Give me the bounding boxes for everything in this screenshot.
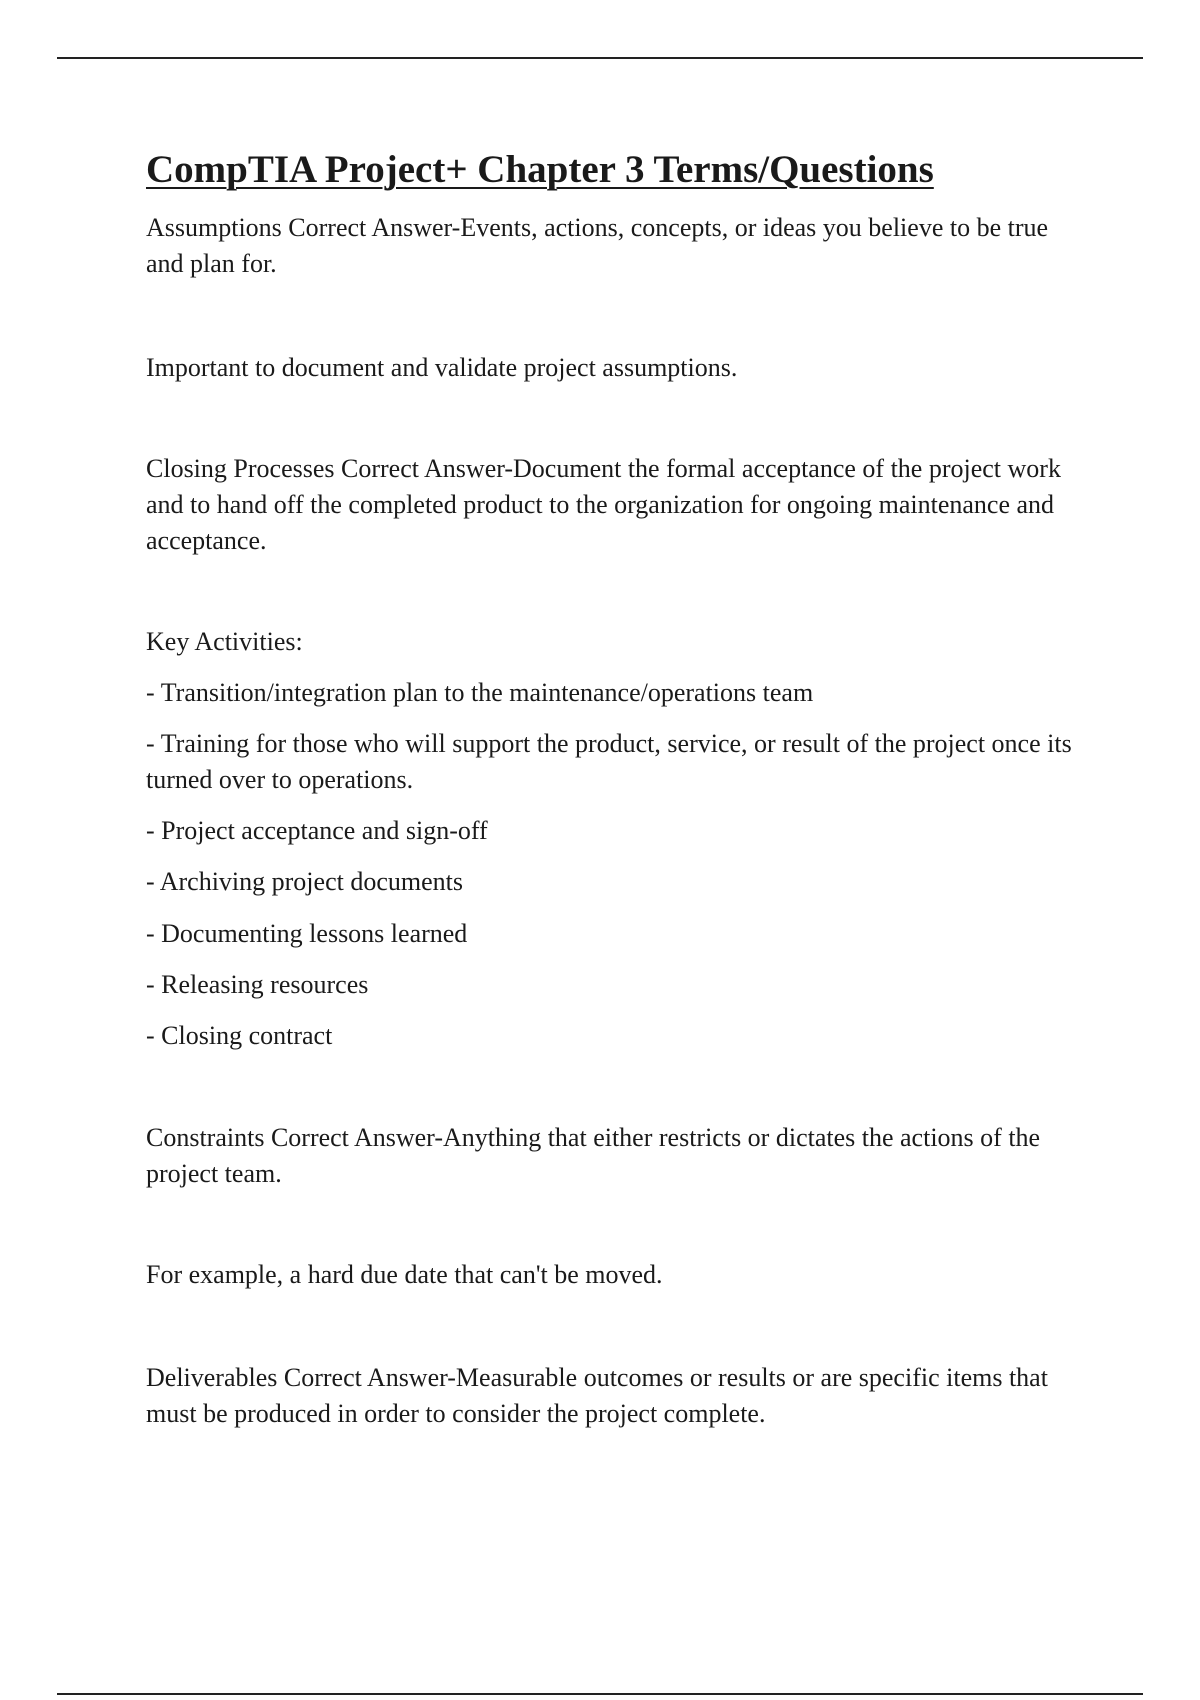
constraints-definition: Constraints Correct Answer-Anything that either restricts or dictates the actions of the project team. <box>146 1123 1041 1188</box>
assumptions-definition: Assumptions Correct Answer-Events, actions, concepts, or ideas you believe to be true and plan for. <box>146 213 1049 278</box>
header-rule <box>57 57 1143 59</box>
key-activity-item: - Training for those who will support the product, service, or result of the project once its turned over to operations. <box>146 729 1072 794</box>
key-activity-item: - Transition/integration plan to the maintenance/operations team <box>146 678 814 707</box>
assumptions-note: Important to document and validate project assumptions. <box>146 353 738 382</box>
key-activity-item: - Closing contract <box>146 1021 333 1050</box>
page-title: CompTIA Project+ Chapter 3 Terms/Questions <box>146 148 934 191</box>
closing-processes-definition: Closing Processes Correct Answer-Document the formal acceptance of the project work and to hand off the completed product to the organization for ongoing maintenance and acceptance. <box>146 454 1061 555</box>
key-activity-item: - Archiving project documents <box>146 867 463 896</box>
key-activity-item: - Project acceptance and sign-off <box>146 816 488 845</box>
deliverables-definition: Deliverables Correct Answer-Measurable outcomes or results or are specific items that must be produced in order to consider the project complete. <box>146 1363 1048 1428</box>
key-activities-heading: Key Activities: <box>146 627 303 656</box>
footer-rule <box>57 1693 1143 1695</box>
key-activity-item: - Releasing resources <box>146 970 369 999</box>
key-activity-item: - Documenting lessons learned <box>146 919 468 948</box>
constraints-example: For example, a hard due date that can't be moved. <box>146 1260 663 1289</box>
